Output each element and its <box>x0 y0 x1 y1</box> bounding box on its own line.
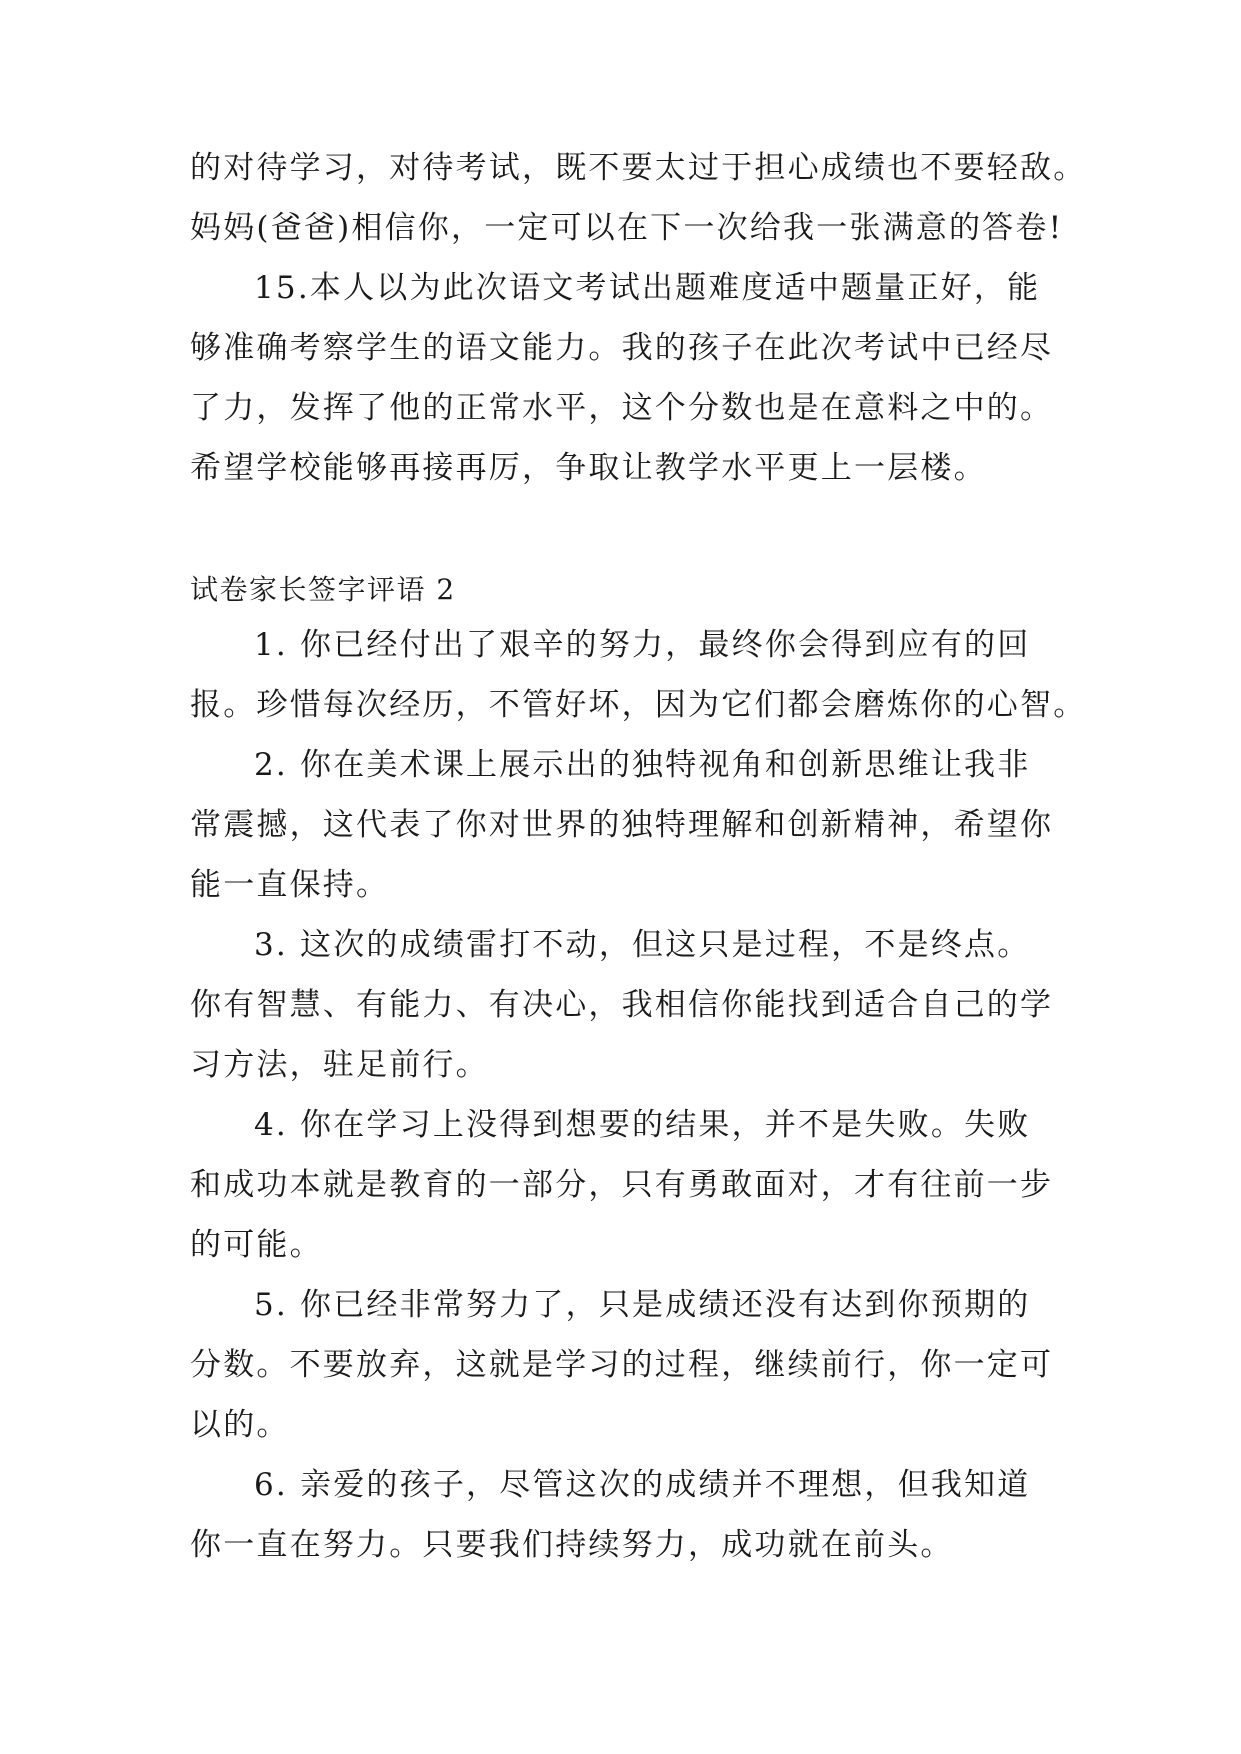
paragraph-item-5: 5. 你已经非常努力了，只是成绩还没有达到你预期的 <box>254 1287 1031 1323</box>
paragraph-item-3: 3. 这次的成绩雷打不动，但这只是过程，不是终点。 <box>254 927 1031 963</box>
paragraph-item-6: 6. 亲爱的孩子，尽管这次的成绩并不理想，但我知道 <box>254 1467 1031 1503</box>
text-line: 和成功本就是教育的一部分，只有勇敢面对，才有往前一步 <box>190 1167 1054 1203</box>
text-line: 你一直在努力。只要我们持续努力，成功就在前头。 <box>190 1527 954 1563</box>
text-line: 分数。不要放弃，这就是学习的过程，继续前行，你一定可 <box>190 1347 1054 1383</box>
text-line: 报。珍惜每次经历，不管好坏，因为它们都会磨炼你的心智。 <box>190 687 1087 723</box>
paragraph-item-2: 2. 你在美术课上展示出的独特视角和创新思维让我非 <box>254 747 1031 783</box>
text-line: 你有智慧、有能力、有决心，我相信你能找到适合自己的学 <box>190 987 1054 1023</box>
text-line: 希望学校能够再接再厉，争取让教学水平更上一层楼。 <box>190 450 987 486</box>
text-line: 的可能。 <box>190 1227 323 1263</box>
text-line: 能一直保持。 <box>190 867 390 903</box>
text-line: 常震撼，这代表了你对世界的独特理解和创新精神，希望你 <box>190 807 1054 843</box>
section-heading: 试卷家长签字评语 2 <box>190 573 456 606</box>
paragraph-item-15: 15.本人以为此次语文考试出题难度适中题量正好，能 <box>254 270 1041 306</box>
text-line: 了力，发挥了他的正常水平，这个分数也是在意料之中的。 <box>190 390 1054 426</box>
text-line: 的对待学习，对待考试，既不要太过于担心成绩也不要轻敌。 <box>190 150 1087 186</box>
paragraph-item-4: 4. 你在学习上没得到想要的结果，并不是失败。失败 <box>254 1107 1031 1143</box>
text-line: 习方法，驻足前行。 <box>190 1047 489 1083</box>
text-line: 妈妈(爸爸)相信你，一定可以在下一次给我一张满意的答卷! <box>190 210 1064 246</box>
paragraph-item-1: 1. 你已经付出了艰辛的努力，最终你会得到应有的回 <box>254 627 1031 663</box>
text-line: 以的。 <box>190 1407 290 1443</box>
text-line: 够准确考察学生的语文能力。我的孩子在此次考试中已经尽 <box>190 330 1054 366</box>
